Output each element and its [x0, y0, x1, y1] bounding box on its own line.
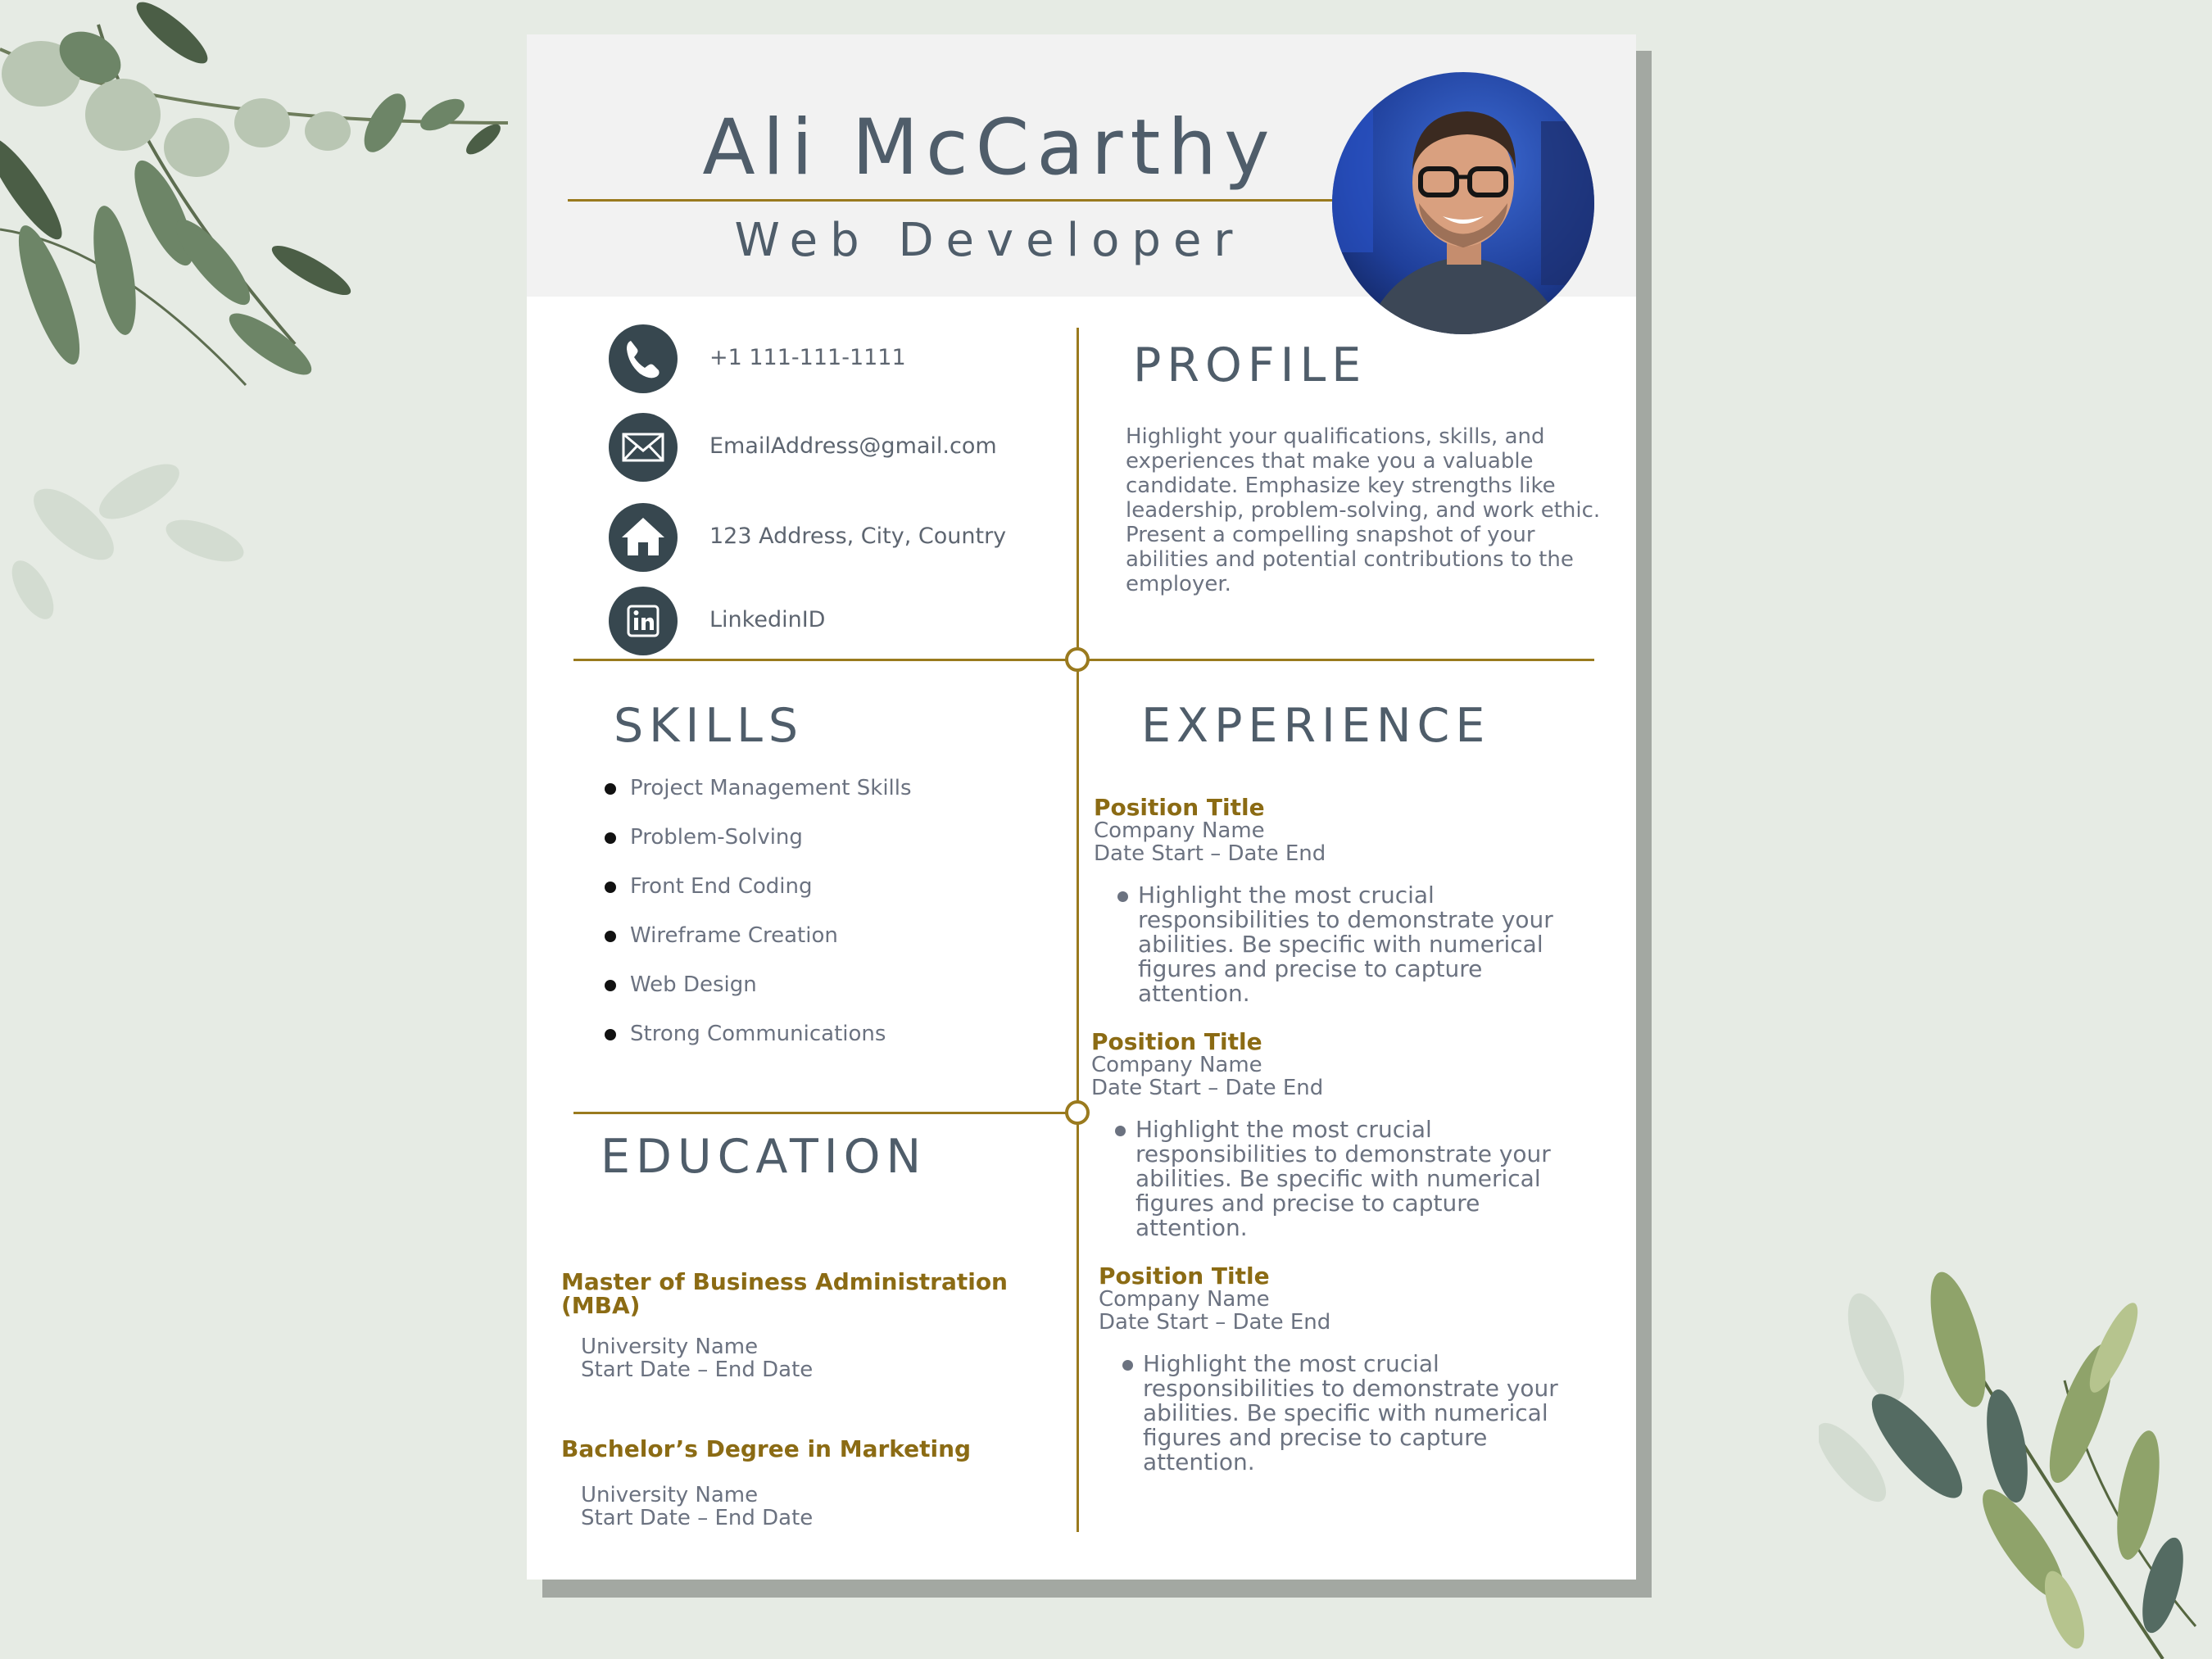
- experience-entry: [1091, 1028, 1599, 1241]
- degree-title: Master of Business Administration (MBA): [561, 1268, 1008, 1319]
- linkedin-icon: [609, 587, 678, 655]
- skill-item: Project Management Skills: [605, 776, 912, 825]
- experience-heading: EXPERIENCE: [1141, 699, 1491, 753]
- company-name: Company Name: [1091, 1053, 1262, 1077]
- contact-linkedin: [609, 587, 1018, 655]
- position-title: Position Title: [1094, 794, 1265, 821]
- education-heading: EDUCATION: [601, 1130, 927, 1184]
- company-name: Company Name: [1099, 1287, 1270, 1312]
- job-bullet: Highlight the most crucial responsibilities to demonstrate your abilities. Be specific with numerical figures and precise to capture attention.: [1135, 1117, 1599, 1240]
- phone-text: +1 111-111-1111: [709, 345, 906, 370]
- horizontal-divider-bottom: [573, 1112, 1079, 1114]
- phone-icon: [609, 324, 678, 393]
- position-title: Position Title: [1091, 1028, 1262, 1055]
- profile-heading: PROFILE: [1133, 338, 1367, 392]
- university-name: University Name: [581, 1335, 759, 1359]
- contact-address: [609, 503, 1018, 572]
- resume-page: [527, 34, 1636, 1580]
- header-divider: [568, 199, 1448, 202]
- profile-text: Highlight your qualifications, skills, and experiences that make you a valuable candidate. Emphasize key strengths like leadership, problem-solving, and work ethic. Present a compelling snapshot of your abilities and potential contributions to the employer.: [1126, 424, 1601, 596]
- address-text: 123 Address, City, Country: [709, 524, 1007, 549]
- profile-photo: [1332, 72, 1594, 334]
- skills-list: [605, 776, 912, 1071]
- degree-title: Bachelor’s Degree in Marketing: [561, 1435, 972, 1462]
- job-dates: Date Start – Date End: [1091, 1076, 1324, 1100]
- skill-item: Problem-Solving: [605, 825, 912, 874]
- divider-node-top: [1065, 647, 1090, 672]
- skill-item: Front End Coding: [605, 874, 912, 923]
- divider-node-bottom: [1065, 1100, 1090, 1125]
- vertical-divider: [1077, 328, 1079, 1532]
- skill-item: Web Design: [605, 972, 912, 1022]
- contact-phone: [609, 324, 1018, 393]
- skills-heading: SKILLS: [614, 699, 805, 753]
- education-dates: Start Date – End Date: [581, 1506, 814, 1530]
- decorative-leaves-bottom-right: [1819, 1200, 2212, 1659]
- position-title: Position Title: [1099, 1262, 1270, 1290]
- company-name: Company Name: [1094, 818, 1265, 843]
- education-dates: Start Date – End Date: [581, 1358, 814, 1382]
- job-bullet: Highlight the most crucial responsibilities to demonstrate your abilities. Be specific with numerical figures and precise to capture attention.: [1143, 1352, 1607, 1475]
- job-bullet: Highlight the most crucial responsibilities to demonstrate your abilities. Be specific with numerical figures and precise to capture attention.: [1138, 883, 1602, 1006]
- job-dates: Date Start – Date End: [1094, 841, 1326, 866]
- job-title: Web Developer: [734, 214, 1245, 267]
- candidate-name: Ali McCarthy: [702, 103, 1277, 193]
- skill-item: Strong Communications: [605, 1022, 912, 1071]
- envelope-icon: [609, 413, 678, 482]
- house-icon: [609, 503, 678, 572]
- skill-item: Wireframe Creation: [605, 923, 912, 972]
- experience-entry: [1094, 796, 1602, 1006]
- education-entry: [561, 1437, 1020, 1530]
- email-text: EmailAddress@gmail.com: [709, 433, 997, 459]
- experience-entry: [1099, 1262, 1607, 1475]
- linkedin-text: LinkedinID: [709, 607, 826, 632]
- education-entry: [561, 1270, 1020, 1381]
- university-name: University Name: [581, 1483, 759, 1507]
- job-dates: Date Start – Date End: [1099, 1310, 1331, 1335]
- decorative-leaves-top-left: [0, 0, 557, 639]
- contact-email: [609, 413, 1018, 482]
